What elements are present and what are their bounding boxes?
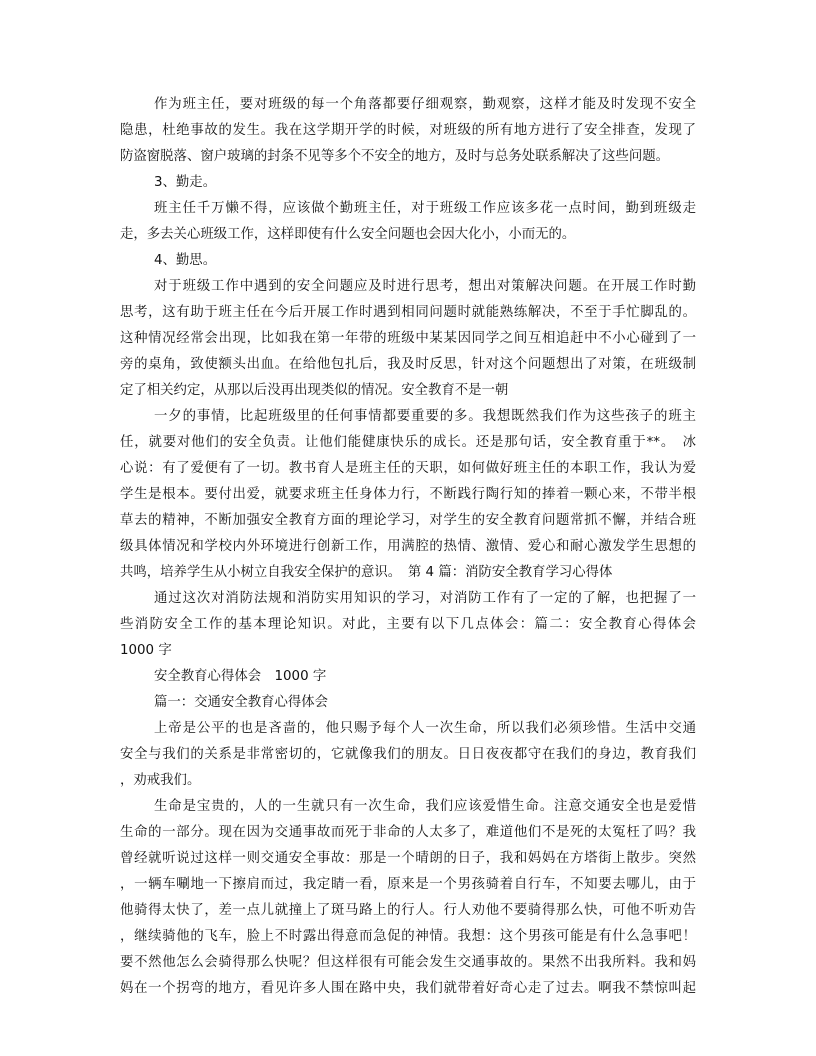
text-line: ，继续骑他的飞车，脸上不时露出得意而急促的神情。我想：这个男孩可能是有什么急事吧！ — [120, 929, 696, 944]
text-line: 这种情况经常会出现，比如我在第一年带的班级中某某因同学之间互相追赶中不小心碰到了一 — [120, 331, 696, 346]
text-line: 1000 字 — [120, 643, 172, 658]
text-line: 生命是宝贵的，人的一生就只有一次生命，我们应该爱惜生命。注意交通安全也是爱惜 — [154, 799, 696, 814]
text-line: 学生是根本。要付出爱，就要求班主任身体力行，不断践行陶行知的捧着一颗心来，不带半根 — [120, 487, 696, 502]
text-line: 共鸣，培养学生从小树立自我安全保护的意识。 第 4 篇：消防安全教育学习心得体 — [120, 565, 613, 580]
text-line: 作为班主任，要对班级的每一个角落都要仔细观察，勤观察，这样才能及时发现不安全 — [154, 97, 696, 112]
text-line: ，劝戒我们。 — [120, 773, 201, 788]
text-line: ，一辆车唰地一下擦肩而过，我定睛一看，原来是一个男孩骑着自行车，不知要去哪儿，由于 — [120, 877, 696, 892]
text-line: 要不然他怎么会骑得那么快呢？但这样很有可能会发生交通事故的。果然不出我所料。我和妈 — [120, 955, 696, 970]
text-line: 4、勤思。 — [154, 253, 217, 268]
text-line: 篇一：交通安全教育心得体会 — [154, 695, 329, 710]
text-line: 旁的桌角，致使额头出血。在给他包扎后，我及时反思，针对这个问题想出了对策，在班级制 — [120, 357, 696, 372]
text-line: 定了相关约定，从那以后没再出现类似的情况。安全教育不是一朝 — [120, 383, 509, 398]
text-line: 安全与我们的关系是非常密切的，它就像我们的朋友。日日夜夜都守在我们的身边，教育我们 — [120, 747, 696, 762]
text-line: 生命的一部分。现在因为交通事故而死于非命的人太多了，难道他们不是死的太冤枉了吗？我 — [120, 825, 696, 840]
text-line: 级具体情况和学校内外环境进行创新工作，用满腔的热情、激情、爱心和耐心激发学生思想的 — [120, 539, 696, 554]
document-body — [120, 92, 696, 1002]
text-line: 走，多去关心班级工作，这样即使有什么安全问题也会因大化小，小而无的。 — [120, 227, 576, 242]
text-line: 防盗窗脱落、窗户玻璃的封条不见等多个不安全的地方，及时与总务处联系解决了这些问题。 — [120, 149, 670, 164]
text-line: 心说：有了爱便有了一切。教书育人是班主任的天职，如何做好班主任的本职工作，我认为爱 — [120, 461, 696, 476]
text-line: 曾经就听说过这样一则交通安全事故：那是一个晴朗的日子，我和妈妈在方塔街上散步。突然 — [120, 851, 696, 866]
text-line: 思考，这有助于班主任在今后开展工作时遇到相同问题时就能熟练解决，不至于手忙脚乱的。 — [120, 305, 696, 320]
text-line: 3、勤走。 — [154, 175, 217, 190]
text-line: 草去的精神，不断加强安全教育方面的理论学习，对学生的安全教育问题常抓不懈，并结合班 — [120, 513, 696, 528]
text-line: 一夕的事情，比起班级里的任何事情都要重要的多。我想既然我们作为这些孩子的班主 — [154, 409, 696, 424]
text-line: 些消防安全工作的基本理论知识。对此，主要有以下几点体会：篇二：安全教育心得体会 — [120, 617, 696, 632]
text-line: 他骑得太快了，差一点儿就撞上了斑马路上的行人。行人劝他不要骑得那么快，可他不听劝告 — [120, 903, 696, 918]
text-line: 任，就要对他们的安全负责。让他们能健康快乐的成长。还是那句话，安全教育重于**。 冰 — [120, 435, 696, 450]
text-line: 班主任千万懒不得，应该做个勤班主任，对于班级工作应该多花一点时间，勤到班级走 — [154, 201, 696, 216]
text-line: 妈在一个拐弯的地方，看见许多人围在路中央，我们就带着好奇心走了过去。啊我不禁惊叫起 — [120, 981, 696, 996]
text-line: 通过这次对消防法规和消防实用知识的学习，对消防工作有了一定的了解，也把握了一 — [154, 591, 696, 606]
text-line: 安全教育心得体会 1000 字 — [154, 669, 327, 684]
text-line: 隐患，杜绝事故的发生。我在这学期开学的时候，对班级的所有地方进行了安全排查，发现了 — [120, 123, 696, 138]
text-line: 上帝是公平的也是吝啬的，他只赐予每个人一次生命，所以我们必须珍惜。生活中交通 — [154, 721, 696, 736]
text-line: 对于班级工作中遇到的安全问题应及时进行思考，想出对策解决问题。在开展工作时勤 — [154, 279, 696, 294]
